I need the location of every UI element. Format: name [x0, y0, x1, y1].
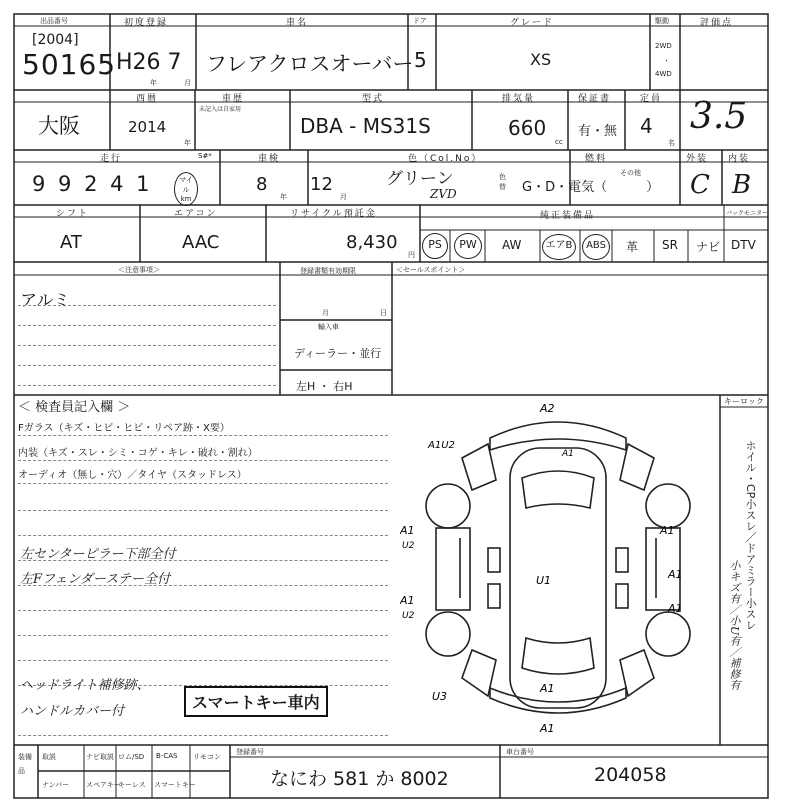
mark-u3-rear-left: U3	[432, 690, 448, 703]
fuel-label: 燃料	[585, 154, 608, 164]
footer-item-bcas: B-CAS	[156, 752, 178, 760]
ext-label: 外装	[686, 154, 709, 164]
equip-ps: PS	[422, 233, 448, 259]
int-label: 内装	[728, 154, 751, 164]
mileage-label: 走行	[100, 154, 123, 164]
side-note-2: 小キズ有／小U有／補修有	[728, 560, 741, 691]
year-unit: 年	[150, 79, 157, 87]
mark-a1-right-mid: A1	[668, 568, 683, 581]
smart-key-stamp: スマートキー車内	[184, 686, 328, 717]
first-reg-value: H26 7	[116, 50, 182, 75]
drive-2wd: 2WD	[655, 42, 672, 50]
score-value: 3.5	[690, 96, 748, 137]
chassis-value: 204058	[594, 764, 667, 786]
color-label: 色（Col.No）	[408, 154, 483, 164]
equip-navi: ナビ	[696, 240, 721, 254]
mark-u2-left-front: U2	[402, 541, 415, 551]
footer-item-remote: リモコン	[193, 753, 221, 761]
car-damage-diagram	[400, 398, 716, 742]
handwritten-note-3: ヘッドライト補修跡、	[20, 678, 150, 693]
sales-label: ＜セールスポイント＞	[396, 266, 466, 274]
inspection-label: 車検	[258, 154, 281, 164]
year-tag: [2004]	[32, 32, 79, 48]
footer-item-plate: ナンバー	[42, 781, 70, 789]
footer-item-manual: 取説	[42, 753, 56, 761]
mark-a1-right-rear: A1	[668, 602, 683, 615]
recycle-value: 8,430	[346, 232, 398, 253]
warranty-label: 保証書	[578, 94, 612, 104]
mark-a1-hood: A1	[562, 449, 574, 459]
grade-label: グレード	[510, 18, 555, 28]
fuel-value: G・D・電気（ ）	[522, 180, 660, 195]
type-code: DBA - MS31S	[300, 114, 431, 138]
equip-aw: AW	[502, 238, 522, 252]
mark-a1-left-rear: A1	[400, 594, 415, 607]
warranty-value: 有・無	[578, 124, 618, 139]
disp-value: 660	[508, 116, 547, 140]
mark-a1-left-front: A1	[400, 524, 415, 537]
color-code: ZVD	[430, 187, 457, 201]
mark-a1-bumper: A1	[540, 722, 555, 735]
caution-label: ＜注意事項＞	[118, 266, 160, 274]
capacity-value: 4	[640, 114, 653, 138]
month-unit: 月	[184, 79, 191, 87]
mark-u2-left-rear: U2	[402, 611, 415, 621]
insp-year: 8	[256, 174, 268, 195]
plate-label: 登録番号	[236, 748, 264, 756]
history-sub: 未記入は自家用	[199, 106, 242, 113]
lot-label: 出品番号	[40, 17, 68, 25]
doors-value: 5	[414, 48, 427, 72]
footer-item-smart-key: スマートキー	[154, 781, 196, 789]
ac-label: エアコン	[174, 209, 218, 219]
inspector-line3: オーディオ（無し・穴）／タイヤ（スタッドレス）	[18, 470, 247, 481]
ac-value: AAC	[182, 232, 220, 253]
first-reg-label: 初度登録	[124, 18, 169, 28]
equip-label: 純正装備品	[540, 211, 596, 221]
inspector-line1: Fガラス（キズ・ヒビ・ヒビ・リペア跡・X要）	[18, 423, 230, 434]
grade-value: XS	[530, 50, 552, 69]
footer-item-rom: ロム/SD	[118, 753, 145, 761]
handwritten-note-2: 左Fフェンダーステー全付	[20, 572, 170, 587]
inspector-title: ＜ 検査員記入欄 ＞	[18, 400, 131, 415]
type-label: 型式	[362, 94, 385, 104]
registration-label: 登録書類有効期限	[300, 267, 356, 275]
handwritten-note-1: 左センターピラー下部全付	[20, 547, 176, 562]
import-label: 輸入車	[318, 323, 339, 331]
color-value: グリーン	[386, 169, 454, 189]
handle-value: 左H ・ 右H	[296, 380, 353, 393]
handwritten-note-4: ハンドルカバー付	[20, 704, 125, 719]
door-label: ドア	[413, 17, 427, 25]
side-note: ホイル・CP小スレ／ドアミラー小スレ	[744, 440, 757, 631]
equip-leather: 革	[626, 240, 639, 254]
region-value: 大阪	[38, 114, 80, 138]
mark-u1-roof: U1	[536, 574, 552, 587]
equip-airbag: エアB	[542, 233, 576, 260]
disp-label: 排気量	[502, 94, 536, 104]
key-lock-label: キーロック	[724, 397, 764, 406]
inspector-line2: 内装（キズ・スレ・シミ・コゲ・キレ・破れ・割れ）	[18, 448, 258, 459]
color-change-label: 色替	[499, 173, 506, 191]
model-value: フレアクロスオーバー	[206, 52, 414, 76]
drive-4wd: 4WD	[655, 70, 672, 78]
insp-month: 12	[310, 174, 333, 195]
footer-row-label: 装備品	[18, 753, 32, 775]
mileage-value: 9 9 2 4 1	[32, 172, 153, 196]
shift-value: AT	[60, 232, 82, 253]
history-label: 車歴	[222, 94, 245, 104]
s-label: S#*	[198, 152, 212, 160]
year-label: 西暦	[136, 94, 159, 104]
equip-abs: ABS	[582, 233, 610, 260]
back-camera-label: バックモニター	[726, 210, 769, 217]
int-value: B	[732, 170, 752, 200]
footer-item-keyless: キーレス	[118, 781, 146, 789]
drive-label: 駆動	[655, 17, 669, 25]
recycle-label: リサイクル預託金	[290, 209, 377, 219]
plate-value: なにわ 581 か 8002	[270, 768, 449, 790]
ext-value: C	[690, 170, 710, 200]
capacity-label: 定員	[640, 94, 663, 104]
import-value: ディーラー・並行	[294, 347, 382, 360]
mark-a1-right-front: A1	[660, 524, 675, 537]
caution-line: アルミ	[20, 291, 71, 311]
footer-item-navi-manual: ナビ取説	[86, 753, 114, 761]
shift-label: シフト	[56, 209, 90, 219]
mark-a1-rear: A1	[540, 682, 555, 695]
equip-pw: PW	[454, 233, 482, 259]
year-value: 2014	[128, 118, 167, 136]
footer-item-spare-key: スペアキー	[86, 781, 121, 789]
equip-dtv: DTV	[731, 238, 756, 252]
mark-a2: A2	[540, 402, 555, 415]
mark-a1u2-front: A1U2	[428, 440, 455, 451]
mileage-unit: マイル km	[174, 172, 198, 206]
lot-number: 50165	[22, 48, 117, 81]
score-label: 評価点	[700, 18, 734, 28]
equip-sr: SR	[662, 238, 678, 252]
chassis-label: 車台番号	[506, 748, 534, 756]
model-label: 車名	[286, 18, 309, 28]
